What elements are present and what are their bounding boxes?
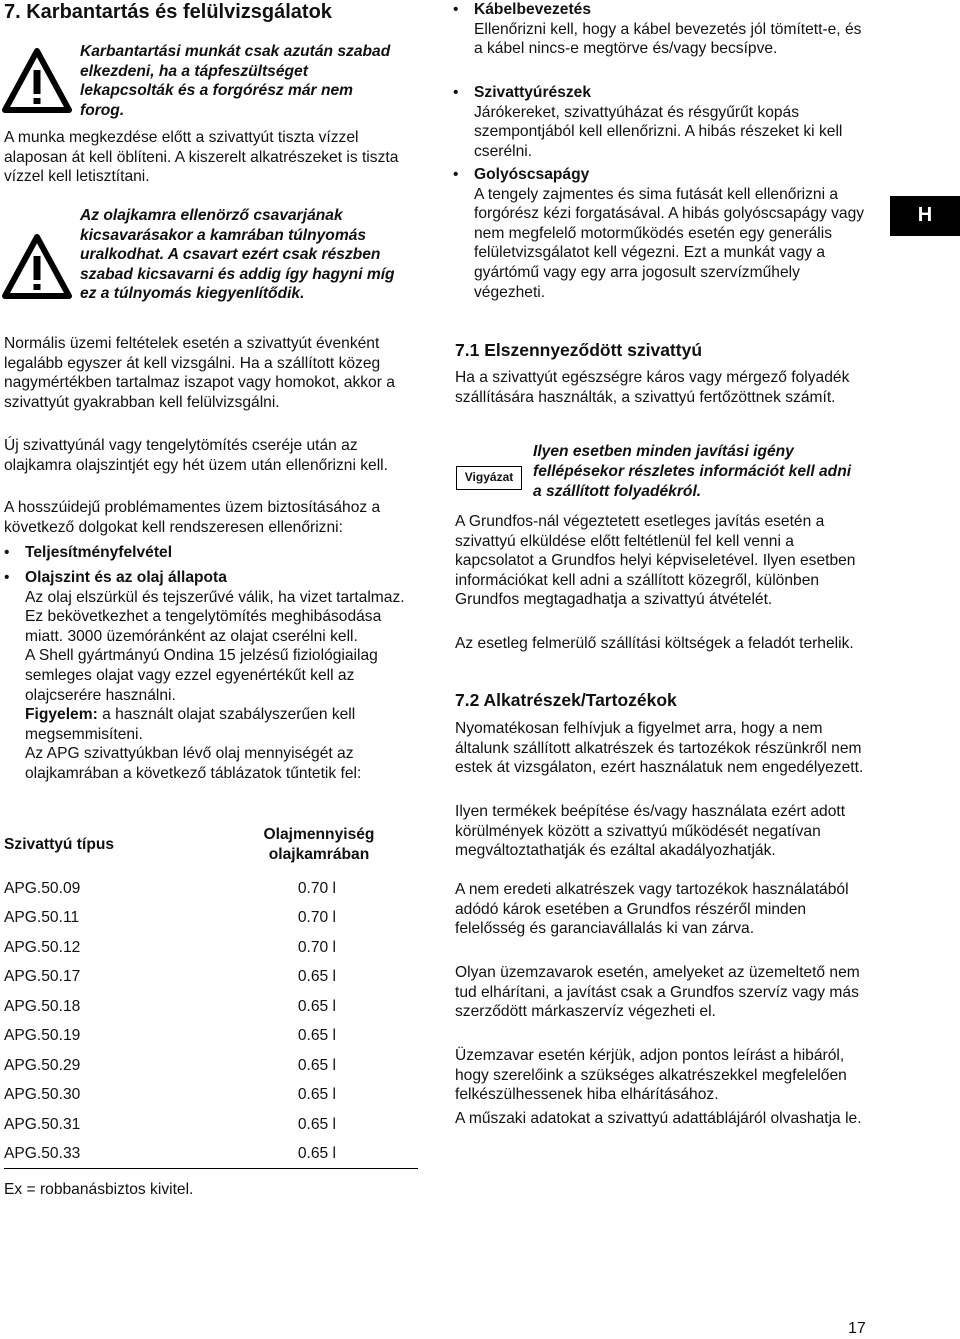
pump-type-cell: APG.50.09 [4, 879, 81, 897]
caution-text: Ilyen esetben minden javítási igény fellépésekor részletes információt kell adni a szállított folyadékról. [533, 443, 852, 500]
table-row [4, 1081, 414, 1111]
pump-type-cell: APG.50.18 [4, 997, 81, 1015]
check-item-pump-parts [453, 83, 867, 161]
heading-spare-parts: 7.2 Alkatrészek/Tartozékok [455, 690, 677, 710]
check-item-text: A tengely zajmentes és sima futását kell ellenőrizni a forgórész kézi forgatásával. A hibás golyóscsapágy vagy nem megfelelő motorműködés esetén egy generális felületvizsgálatot kell végezni. Ezt a munkát vagy a gyártómű vagy egy arra jogosult szervízműhely végezheti. [474, 185, 865, 301]
pump-type-cell: APG.50.29 [4, 1056, 81, 1074]
oil-level-paragraph: Új szivattyúnál vagy tengelytömítés cseréje után az olajkamra olajszintjét egy hét üzem után ellenőrizni kell. [4, 437, 388, 474]
bullet-icon: • [4, 569, 10, 586]
pump-type-cell: APG.50.11 [4, 909, 80, 927]
bullet-icon: • [453, 166, 459, 183]
table-header-row [4, 816, 414, 874]
check-item-title: Kábelbevezetés [474, 1, 592, 18]
oil-quantity-cell: 0.65 l [297, 968, 336, 986]
pump-type-cell: APG.50.33 [4, 1145, 81, 1163]
oil-condition-text: Az olaj elszürkül és tejszerűvé válik, ha vizet tartalmaz. Ez bekövetkezhet a tengelytömítés meghibásodása miatt. 3000 üzemóránként az olajat cserélni kell. [25, 588, 405, 645]
oil-quantity-cell: 0.70 l [297, 879, 336, 897]
repair-paragraph: A Grundfos-nál végeztetett esetleges javítás esetén a szivattyú elküldése előtt feltétlenül fel kell venni a kapcsolatot a Grundfos helyi képviseletével. Ilyen esetben információkat kell adni a szállított közegről, különben Grundfos megtagadhatja a szivattyú átvételét. [455, 513, 856, 609]
check-item-title: Teljesítményfelvétel [25, 544, 173, 561]
oil-disposal-text [25, 705, 414, 744]
warning-triangle-icon [2, 234, 72, 300]
oil-quantity-cell: 0.65 l [297, 997, 336, 1015]
table-row [4, 1140, 414, 1170]
bullet-icon: • [453, 1, 459, 18]
spare-parts-paragraph-3: A nem eredeti alkatrészek vagy tartozékok használatából adódó károk esetében a Grundfos részéről minden felelősség és garanciavállalás ki van zárva. [455, 881, 849, 938]
table-divider [4, 1168, 418, 1169]
column-header-oil-quantity: Olajmennyiség olajkamrában [263, 826, 375, 863]
page-number: 17 [848, 1320, 866, 1337]
section-title: 7. Karbantartás és felülvizsgálatok [4, 1, 332, 23]
table-row [4, 933, 414, 963]
check-item-power [4, 543, 414, 563]
table-row [4, 992, 414, 1022]
pump-type-cell: APG.50.17 [4, 968, 81, 986]
oil-quantity-cell: 0.65 l [297, 1086, 336, 1104]
spare-parts-paragraph-6: A műszaki adatokat a szivattyú adattáblájáról olvashatja le. [455, 1110, 862, 1127]
ex-footnote: Ex = robbanásbiztos kivitel. [4, 1181, 194, 1198]
oil-quantity-cell: 0.65 l [297, 1056, 336, 1074]
oil-type-text: A Shell gyártmányú Ondina 15 jelzésű fiziológiailag semleges olajat vagy ezzel egyenértékűt kell az olajcserére használni. [25, 647, 378, 704]
warning-text-power: Karbantartási munkát csak azután szabad elkezdeni, ha a tápfeszültséget lekapcsolták és a forgórész már nem forog. [80, 43, 391, 119]
table-row [4, 963, 414, 993]
contaminated-paragraph: Ha a szivattyút egészségre káros vagy mérgező folyadék szállítására használták, a szivattyú fertőzöttnek számít. [455, 369, 850, 406]
check-item-text: Járókereket, szivattyúházat és résgyűrűt kopás szempontjából kell ellenőrizni. A hibás részeket ki kell cserélni. [474, 103, 843, 160]
oil-disposal-body: a használt olajat szabályszerűen kell megsemmisíteni. [25, 706, 356, 743]
regular-check-paragraph: A hosszúidejű problémamentes üzem biztosításához a következő dolgokat kell rendszeresen ellenőrizni: [4, 499, 381, 536]
oil-quantity-cell: 0.65 l [297, 1115, 336, 1133]
language-tab: H [890, 196, 960, 236]
check-item-bearing [453, 165, 867, 302]
spare-parts-paragraph-4: Olyan üzemzavarok esetén, amelyeket az üzemeltető nem tud elhárítani, a javítást csak a Grundfos szervíz vagy más szerződött márkaszervíz végezheti el. [455, 964, 860, 1021]
table-row [4, 904, 414, 934]
pump-type-cell: APG.50.30 [4, 1086, 81, 1104]
annual-inspection-paragraph: Normális üzemi feltételek esetén a szivattyút évenként legalább egyszer át kell vizsgálni. Ha a szállított közeg nagymértékben tartalmaz iszapot vagy homokot, akkor a szivattyút gyakrabban kell felülvizsgálni. [4, 335, 395, 411]
rinse-paragraph: A munka megkezdése előtt a szivattyút tiszta vízzel alaposan át kell öblíteni. A kiszerelt alkatrészeket is tiszta vízzel kell letisztítani. [4, 129, 399, 186]
warning-box-power [0, 40, 410, 120]
bullet-icon: • [453, 84, 459, 101]
pump-type-cell: APG.50.12 [4, 938, 81, 956]
check-item-oil [4, 568, 414, 784]
spare-parts-paragraph-2: Ilyen termékek beépítése és/vagy használata ezért adott körülmények között a szivattyú működését negatívan megváltoztathatják és ezáltal akadályozhatják. [455, 803, 846, 860]
shipping-cost-paragraph: Az esetleg felmerülő szállítási költségek a feladót terhelik. [455, 635, 854, 652]
warning-triangle-icon [2, 48, 72, 114]
bullet-icon: • [4, 544, 10, 561]
caution-badge: Vigyázat [456, 466, 522, 490]
oil-quantity-table [4, 816, 414, 1169]
oil-quantity-cell: 0.65 l [297, 1145, 336, 1163]
check-item-title: Szivattyúrészek [474, 84, 592, 101]
check-item-text: Ellenőrizni kell, hogy a kábel bevezetés jól tömített-e, és a kábel nincs-e megtörve és/vagy becsípve. [474, 20, 862, 58]
table-row [4, 874, 414, 904]
check-item-cable [453, 0, 867, 59]
warning-text-pressure: Az olajkamra ellenörző csavarjának kicsavarásakor a kamrában túlnyomás uralkodhat. A csavart ezért csak részben szabad kicsavarni és addig így hagyni míg ez a túlnyomás kiegyenlítődik. [80, 207, 395, 303]
oil-quantity-cell: 0.70 l [297, 909, 336, 927]
oil-quantity-cell: 0.65 l [297, 1027, 336, 1045]
heading-contaminated-pump: 7.1 Elszennyeződött szivattyú [455, 340, 703, 360]
spare-parts-paragraph-1: Nyomatékosan felhívjuk a figyelmet arra, hogy a nem általunk szállított alkatrészek és tartozékok részünkről nem estek át vizsgálaton, ezért használatuk nem engedélyezett. [455, 720, 864, 777]
column-header-pump-type: Szivattyú típus [4, 836, 115, 854]
oil-table-intro: Az APG szivattyúkban lévő olaj mennyiségét az olajkamrában a következő táblázatok tűntetik fel: [25, 745, 362, 782]
table-row [4, 1110, 414, 1140]
pump-type-cell: APG.50.19 [4, 1027, 81, 1045]
oil-quantity-cell: 0.70 l [297, 938, 336, 956]
spare-parts-paragraph-5: Üzemzavar esetén kérjük, adjon pontos leírást a hibáról, hogy szerelőink a szükséges alkatrészekkel megfelelően felkészülhessenek hiba elhárításához. [455, 1047, 847, 1104]
check-item-title: Olajszint és az olaj állapota [25, 569, 227, 586]
table-row [4, 1022, 414, 1052]
warning-box-pressure [0, 206, 410, 324]
pump-type-cell: APG.50.31 [4, 1115, 81, 1133]
table-row [4, 1051, 414, 1081]
attention-label: Figyelem: [25, 706, 98, 724]
check-item-title: Golyóscsapágy [474, 166, 590, 183]
